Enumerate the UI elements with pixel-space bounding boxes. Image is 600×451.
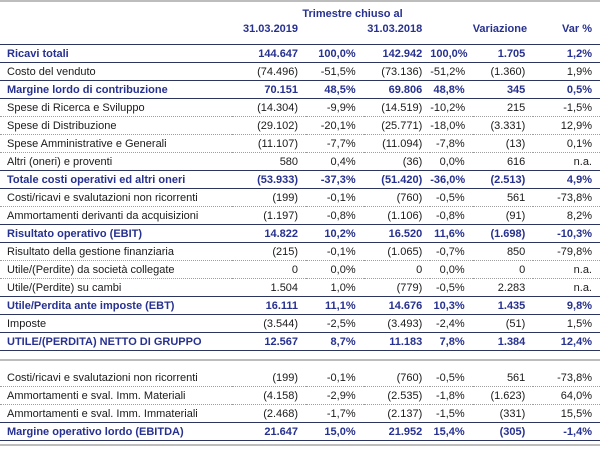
cell-var_pct: -1,5%	[533, 99, 600, 117]
cell-p2018: -2,4%	[430, 315, 472, 333]
cell-v2019: 580	[232, 153, 306, 171]
cell-p2019: -0,1%	[306, 189, 364, 207]
cell-p2019: 0,4%	[306, 153, 364, 171]
cell-v2018: (36)	[364, 153, 431, 171]
column-header-2019: 31.03.2019	[242, 23, 299, 35]
row-label: Utile/(Perdite) da società collegate	[0, 261, 232, 279]
cell-v2018: (25.771)	[364, 117, 431, 135]
cell-p2018: 10,3%	[430, 297, 472, 315]
cell-variation: 1.384	[473, 333, 534, 351]
cell-var_pct: 1,2%	[533, 45, 600, 63]
table-bottom-border	[0, 441, 600, 446]
row-label: Utile/(Perdite) su cambi	[0, 279, 232, 297]
row-label: Spese di Ricerca e Sviluppo	[0, 99, 232, 117]
row-label: Imposte	[0, 315, 232, 333]
cell-p2018: 15,4%	[430, 423, 472, 441]
table-row	[0, 117, 600, 135]
table-row	[0, 225, 600, 243]
cell-p2018: 48,8%	[430, 81, 472, 99]
cell-p2018: -7,8%	[430, 135, 472, 153]
row-label: Spese Amministrative e Generali	[0, 135, 232, 153]
cell-var_pct: 12,9%	[533, 117, 600, 135]
cell-v2018: (2.535)	[364, 387, 431, 405]
cell-var_pct: -79,8%	[533, 243, 600, 261]
row-label: Risultato della gestione finanziaria	[0, 243, 232, 261]
cell-v2019: (199)	[232, 189, 306, 207]
row-label: Utile/Perdita ante imposte (EBT)	[0, 297, 232, 315]
row-label: Ammortamenti e sval. Imm. Immateriali	[0, 405, 232, 423]
cell-v2018: 142.942	[364, 45, 431, 63]
cell-v2019: 70.151	[232, 81, 306, 99]
cell-p2019: 8,7%	[306, 333, 364, 351]
cell-variation: (3.331)	[473, 117, 534, 135]
cell-var_pct: -73,8%	[533, 369, 600, 387]
row-label: Costo del venduto	[0, 63, 232, 81]
cell-p2018: 0,0%	[430, 261, 472, 279]
cell-var_pct: 1,9%	[533, 63, 600, 81]
cell-var_pct: 0,1%	[533, 135, 600, 153]
cell-v2018: (51.420)	[364, 171, 431, 189]
cell-v2018: 11.183	[364, 333, 431, 351]
cell-v2018: (779)	[364, 279, 431, 297]
cell-p2019: -1,7%	[306, 405, 364, 423]
cell-p2018: -1,5%	[430, 405, 472, 423]
cell-variation: 1.705	[473, 45, 534, 63]
cell-variation: (1.360)	[473, 63, 534, 81]
cell-v2019: (199)	[232, 369, 306, 387]
table-row	[0, 333, 600, 351]
cell-v2019: (1.197)	[232, 207, 306, 225]
cell-variation: 850	[473, 243, 534, 261]
cell-var_pct: 1,5%	[533, 315, 600, 333]
cell-p2019: -51,5%	[306, 63, 364, 81]
column-header-var-pct: Var %	[562, 23, 592, 35]
header-spacer-cell	[0, 1, 232, 21]
cell-v2019: (215)	[232, 243, 306, 261]
cell-variation: (1.698)	[473, 225, 534, 243]
cell-p2018: -51,2%	[430, 63, 472, 81]
cell-v2018: 0	[364, 261, 431, 279]
cell-variation: 2.283	[473, 279, 534, 297]
cell-var_pct: 0,5%	[533, 81, 600, 99]
spacer-cell	[0, 360, 600, 369]
cell-p2018: -0,8%	[430, 207, 472, 225]
table-row	[0, 261, 600, 279]
cell-p2019: 48,5%	[306, 81, 364, 99]
period-group-header: Trimestre chiuso al	[232, 1, 472, 21]
table-body	[0, 45, 600, 446]
row-label: Ricavi totali	[0, 45, 232, 63]
cell-v2019: 144.647	[232, 45, 306, 63]
cell-v2019: (3.544)	[232, 315, 306, 333]
cell-variation: (13)	[473, 135, 534, 153]
cell-v2019: (2.468)	[232, 405, 306, 423]
table-row	[0, 387, 600, 405]
cell-v2019: 0	[232, 261, 306, 279]
table-row	[0, 315, 600, 333]
header-spacer-cell	[306, 21, 364, 45]
cell-p2018: -1,8%	[430, 387, 472, 405]
table-row	[0, 99, 600, 117]
cell-p2019: 15,0%	[306, 423, 364, 441]
cell-v2018: 21.952	[364, 423, 431, 441]
row-label: Altri (oneri) e proventi	[0, 153, 232, 171]
cell-variation: 616	[473, 153, 534, 171]
row-label: Costi/ricavi e svalutazioni non ricorrenti	[0, 189, 232, 207]
cell-p2019: 10,2%	[306, 225, 364, 243]
cell-p2019: -37,3%	[306, 171, 364, 189]
cell-p2018: 0,0%	[430, 153, 472, 171]
cell-p2018: -0,5%	[430, 189, 472, 207]
cell-var_pct: 8,2%	[533, 207, 600, 225]
column-header-2018: 31.03.2018	[367, 23, 423, 35]
table-row	[0, 45, 600, 63]
cell-v2019: 21.647	[232, 423, 306, 441]
cell-var_pct: -10,3%	[533, 225, 600, 243]
cell-p2018: -0,7%	[430, 243, 472, 261]
cell-variation: (51)	[473, 315, 534, 333]
cell-p2018: -10,2%	[430, 99, 472, 117]
cell-p2018: -0,5%	[430, 369, 472, 387]
cell-variation: (331)	[473, 405, 534, 423]
column-header-variation: Variazione	[472, 23, 528, 35]
cell-v2019: 12.567	[232, 333, 306, 351]
cell-p2019: 0,0%	[306, 261, 364, 279]
cell-p2018: 11,6%	[430, 225, 472, 243]
cell-var_pct: -73,8%	[533, 189, 600, 207]
table-row	[0, 207, 600, 225]
cell-v2019: (29.102)	[232, 117, 306, 135]
cell-v2018: (3.493)	[364, 315, 431, 333]
cell-v2018: 69.806	[364, 81, 431, 99]
row-label: Margine operativo lordo (EBITDA)	[0, 423, 232, 441]
table-row	[0, 279, 600, 297]
cell-v2018: 14.676	[364, 297, 431, 315]
cell-v2018: (2.137)	[364, 405, 431, 423]
table-row	[0, 423, 600, 441]
cell-variation: (2.513)	[473, 171, 534, 189]
cell-variation: 561	[473, 189, 534, 207]
row-label: Totale costi operativi ed altri oneri	[0, 171, 232, 189]
cell-var_pct: 9,8%	[533, 297, 600, 315]
cell-p2019: -2,5%	[306, 315, 364, 333]
cell-var_pct: n.a.	[533, 153, 600, 171]
cell-v2019: (11.107)	[232, 135, 306, 153]
header-spacer-cell	[0, 21, 232, 45]
cell-v2018: (760)	[364, 189, 431, 207]
cell-var_pct: 12,4%	[533, 333, 600, 351]
cell-v2018: (1.106)	[364, 207, 431, 225]
cell-v2018: (14.519)	[364, 99, 431, 117]
cell-v2019: 16.111	[232, 297, 306, 315]
table-row	[0, 243, 600, 261]
cell-p2019: -0,8%	[306, 207, 364, 225]
cell-v2018: (73.136)	[364, 63, 431, 81]
cell-variation: 561	[473, 369, 534, 387]
table-header	[0, 1, 600, 45]
cell-p2019: -2,9%	[306, 387, 364, 405]
table-row	[0, 171, 600, 189]
table-row	[0, 135, 600, 153]
cell-var_pct: n.a.	[533, 261, 600, 279]
cell-v2019: (4.158)	[232, 387, 306, 405]
spacer-cell	[0, 351, 600, 361]
table-row	[0, 153, 600, 171]
cell-p2019: 11,1%	[306, 297, 364, 315]
row-label: Ammortamenti e sval. Imm. Materiali	[0, 387, 232, 405]
table-row	[0, 405, 600, 423]
cell-p2019: -9,9%	[306, 99, 364, 117]
cell-p2019: -20,1%	[306, 117, 364, 135]
cell-var_pct: -1,4%	[533, 423, 600, 441]
cell-variation: (305)	[473, 423, 534, 441]
cell-v2019: (74.496)	[232, 63, 306, 81]
cell-p2018: 7,8%	[430, 333, 472, 351]
cell-var_pct: 15,5%	[533, 405, 600, 423]
cell-variation: (1.623)	[473, 387, 534, 405]
cell-var_pct: 64,0%	[533, 387, 600, 405]
cell-p2019: -0,1%	[306, 243, 364, 261]
cell-p2019: -0,1%	[306, 369, 364, 387]
cell-v2019: (53.933)	[232, 171, 306, 189]
row-label: Costi/ricavi e svalutazioni non ricorrenti	[0, 369, 232, 387]
cell-v2018: (1.065)	[364, 243, 431, 261]
cell-v2019: 14.822	[232, 225, 306, 243]
row-label: Margine lordo di contribuzione	[0, 81, 232, 99]
table-row	[0, 189, 600, 207]
table-row	[0, 297, 600, 315]
header-spacer-cell	[430, 21, 472, 45]
cell-v2018: (11.094)	[364, 135, 431, 153]
cell-p2019: 1,0%	[306, 279, 364, 297]
table-row	[0, 81, 600, 99]
cell-variation: 1.435	[473, 297, 534, 315]
table-row	[0, 63, 600, 81]
cell-var_pct: 4,9%	[533, 171, 600, 189]
bottom-border-cell	[0, 441, 600, 446]
cell-variation: 215	[473, 99, 534, 117]
table-row	[0, 369, 600, 387]
cell-p2019: 100,0%	[306, 45, 364, 63]
cell-var_pct: n.a.	[533, 279, 600, 297]
cell-v2019: (14.304)	[232, 99, 306, 117]
cell-p2018: -18,0%	[430, 117, 472, 135]
cell-variation: 345	[473, 81, 534, 99]
cell-v2018: 16.520	[364, 225, 431, 243]
section-spacer	[0, 351, 600, 361]
row-label: Risultato operativo (EBIT)	[0, 225, 232, 243]
cell-p2018: -0,5%	[430, 279, 472, 297]
row-label: Ammortamenti derivanti da acquisizioni	[0, 207, 232, 225]
row-label: Spese di Distribuzione	[0, 117, 232, 135]
cell-v2018: (760)	[364, 369, 431, 387]
cell-p2018: 100,0%	[430, 45, 472, 63]
section-spacer	[0, 360, 600, 369]
row-label: UTILE/(PERDITA) NETTO DI GRUPPO	[0, 333, 232, 351]
cell-variation: (91)	[473, 207, 534, 225]
cell-p2018: -36,0%	[430, 171, 472, 189]
header-spacer-cell	[473, 1, 600, 21]
cell-v2019: 1.504	[232, 279, 306, 297]
cell-variation: 0	[473, 261, 534, 279]
cell-p2019: -7,7%	[306, 135, 364, 153]
